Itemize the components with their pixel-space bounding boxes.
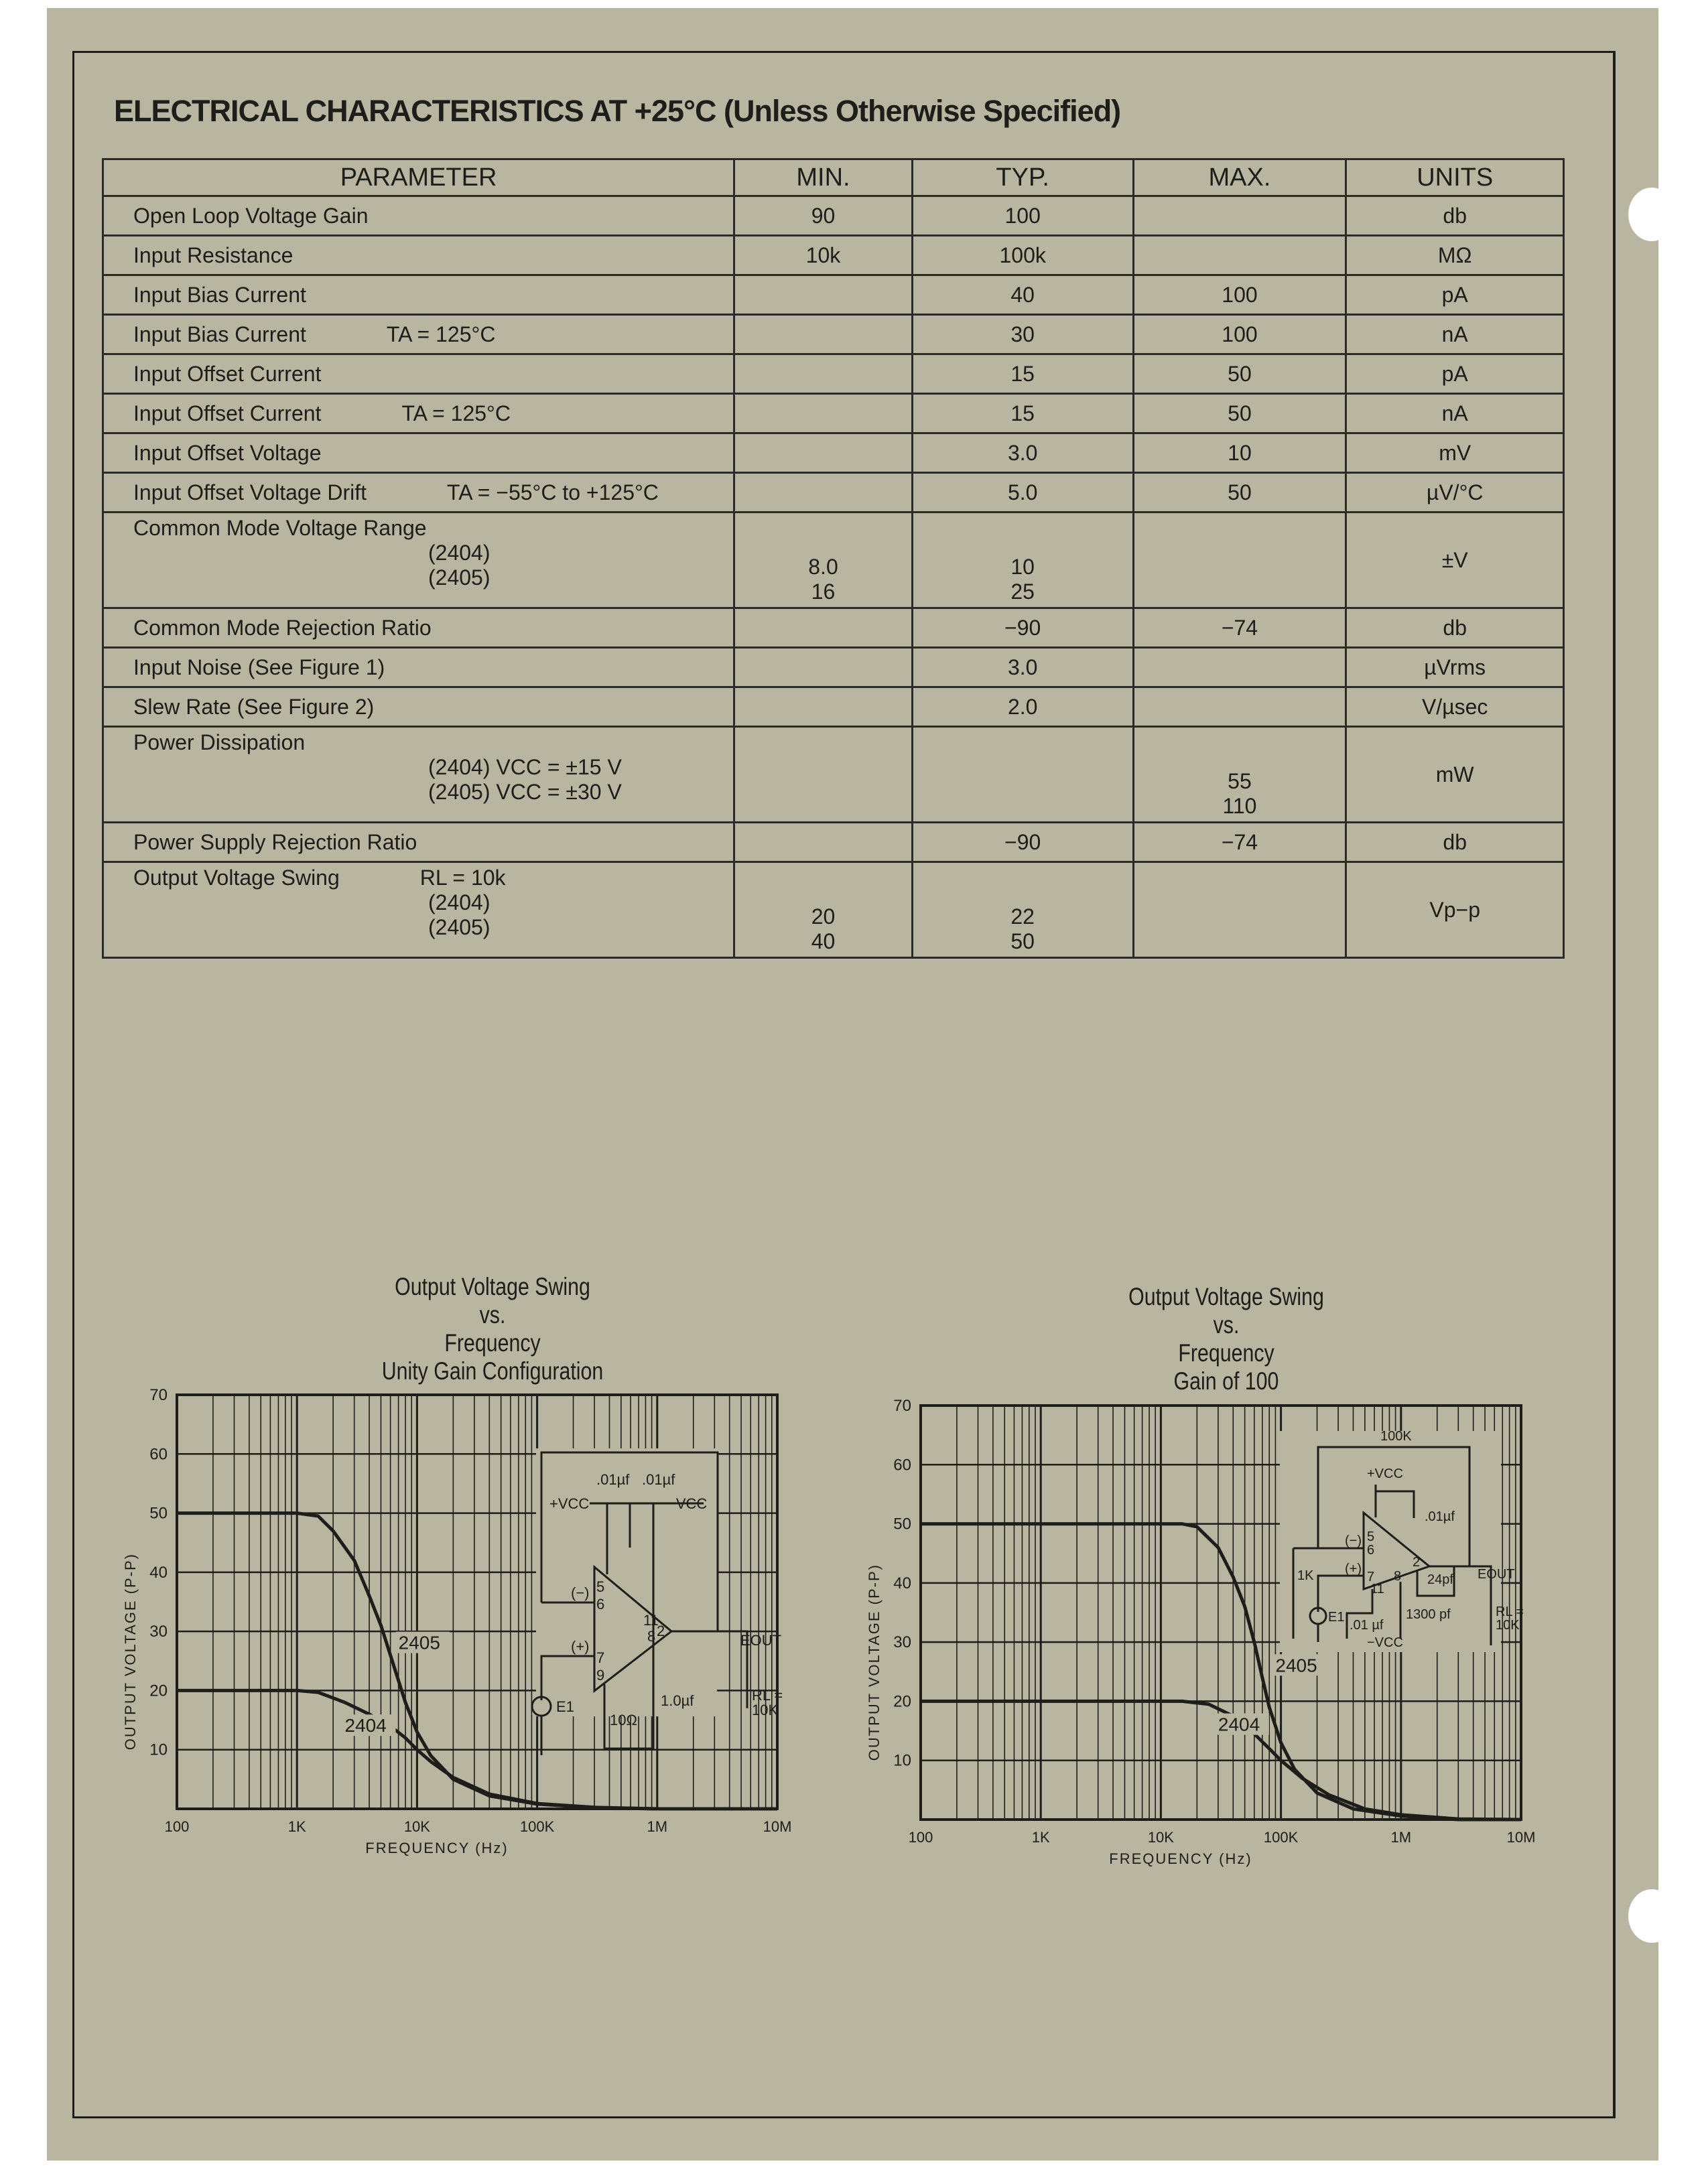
inset-label: 6: [596, 1596, 605, 1613]
parameter-name: Common Mode Rejection Ratio: [133, 615, 432, 640]
inset-label: 6: [1367, 1543, 1375, 1558]
max-cell: [1133, 513, 1346, 608]
chart-gain-100: [851, 1384, 1548, 1873]
series-label: 2404: [344, 1715, 387, 1736]
inset-label: 2: [657, 1623, 665, 1639]
parameter-name: Input Bias Current: [133, 322, 306, 346]
table-row: [103, 727, 1564, 823]
table-row: [103, 513, 1564, 608]
inset-label: +VCC: [1367, 1466, 1403, 1481]
parameter-condition: RL = 10k: [419, 866, 506, 890]
units-value: V/µsec: [1421, 694, 1488, 719]
x-tick-label: 10M: [763, 1818, 792, 1835]
max-cell: [1133, 196, 1346, 236]
units-value: nA: [1441, 322, 1468, 346]
max-value: 100: [1222, 282, 1258, 307]
parameter-cell: [103, 823, 734, 862]
inset-label: 1K: [1297, 1568, 1314, 1583]
max-cell: [1133, 433, 1346, 473]
min-cell: [734, 275, 913, 315]
max-cell: [1133, 608, 1346, 648]
table-row: [103, 687, 1564, 727]
table-row: [103, 608, 1564, 648]
typ-value: 15: [1010, 361, 1035, 386]
parameter-variant: (2405) VCC = ±30 V: [428, 780, 622, 804]
typ-value: 2.0: [1007, 694, 1038, 719]
units-cell: [1346, 433, 1564, 473]
column-header-parameter: PARAMETER: [103, 159, 734, 196]
inset-label: 2: [1413, 1555, 1421, 1570]
max-cell: [1133, 727, 1346, 823]
inset-label: 1300 pf: [1406, 1607, 1451, 1622]
inset-label: 5: [596, 1578, 605, 1595]
typ-value: 100k: [999, 243, 1046, 267]
inset-label: E1: [1328, 1610, 1345, 1625]
typ-cell: [912, 275, 1133, 315]
y-tick-label: 10: [149, 1741, 168, 1759]
typ-cell: [912, 433, 1133, 473]
min-cell: [734, 473, 913, 513]
typ-value: 50: [1010, 929, 1035, 953]
min-value: 8.0: [808, 555, 838, 579]
typ-cell: [912, 196, 1133, 236]
typ-cell: [912, 608, 1133, 648]
x-tick-label: 10K: [403, 1818, 430, 1835]
chart-title-line: Output Voltage Swing: [395, 1273, 590, 1300]
y-tick-label: 40: [893, 1574, 911, 1592]
y-tick-label: 20: [893, 1692, 911, 1711]
typ-cell: [912, 513, 1133, 608]
parameter-condition: TA = 125°C: [386, 322, 496, 346]
max-value: 110: [1222, 794, 1257, 818]
max-cell: [1133, 275, 1346, 315]
min-value: 10k: [805, 243, 841, 267]
inset-label: −VCC: [1367, 1635, 1403, 1650]
table-row: [103, 862, 1564, 958]
parameter-variant: (2405): [428, 565, 490, 590]
max-cell: [1133, 687, 1346, 727]
parameter-cell: [103, 648, 734, 687]
min-value: 16: [811, 579, 836, 604]
table-row: [103, 648, 1564, 687]
x-axis-label: FREQUENCY (Hz): [365, 1840, 509, 1856]
inset-label: 8: [1394, 1569, 1402, 1584]
y-tick-label: 50: [893, 1515, 911, 1533]
inset-label: E1: [556, 1698, 574, 1715]
units-cell: [1346, 513, 1564, 608]
parameter-name: Input Offset Voltage: [133, 440, 322, 465]
units-cell: [1346, 727, 1564, 823]
y-axis-label: OUTPUT VOLTAGE (P-P): [122, 1553, 139, 1751]
table-header-row: [103, 159, 1564, 196]
min-value: 90: [811, 203, 836, 228]
parameter-name: Common Mode Voltage Range: [133, 516, 427, 540]
y-tick-label: 40: [149, 1563, 168, 1582]
x-axis-label: FREQUENCY (Hz): [1109, 1850, 1252, 1867]
typ-cell: [912, 236, 1133, 275]
parameter-cell: [103, 687, 734, 727]
x-tick-label: 10K: [1147, 1829, 1174, 1846]
min-cell: [734, 236, 913, 275]
min-cell: [734, 687, 913, 727]
inset-label: RL =: [1496, 1605, 1524, 1619]
inset-label: 7: [596, 1649, 605, 1666]
max-value: 50: [1228, 401, 1252, 425]
parameter-cell: [103, 236, 734, 275]
chart-title-gain-100: [1034, 1283, 1419, 1395]
min-cell: [734, 196, 913, 236]
units-value: db: [1443, 615, 1467, 640]
y-tick-label: 10: [893, 1751, 911, 1770]
parameter-cell: [103, 394, 734, 433]
table-row: [103, 196, 1564, 236]
max-cell: [1133, 354, 1346, 394]
min-cell: [734, 354, 913, 394]
inset-label: 10K: [752, 1702, 779, 1718]
column-header-min: MIN.: [734, 159, 913, 196]
parameter-name: Slew Rate (See Figure 2): [133, 694, 375, 719]
parameter-cell: [103, 354, 734, 394]
units-cell: [1346, 687, 1564, 727]
parameter-condition: TA = −55°C to +125°C: [447, 480, 659, 504]
units-value: MΩ: [1437, 243, 1472, 267]
parameter-name: Input Offset Voltage Drift: [133, 480, 367, 504]
max-value: 55: [1228, 769, 1252, 793]
max-value: 50: [1228, 480, 1252, 504]
table-row: [103, 433, 1564, 473]
table-row: [103, 473, 1564, 513]
max-value: 50: [1228, 361, 1252, 386]
typ-cell: [912, 727, 1133, 823]
parameter-name: Output Voltage Swing: [133, 866, 340, 890]
chart-title-line: Unity Gain Configuration: [381, 1357, 604, 1385]
inset-label: 11: [1370, 1582, 1384, 1596]
inset-label: .01µf: [1425, 1509, 1455, 1524]
table-row: [103, 315, 1564, 354]
typ-value: 15: [1010, 401, 1035, 425]
page-title: ELECTRICAL CHARACTERISTICS AT +25°C (Unless Otherwise Specified): [114, 94, 1121, 128]
chart-title-unity-gain: [300, 1273, 685, 1385]
units-value: pA: [1441, 361, 1468, 386]
parameter-condition: TA = 125°C: [401, 401, 511, 425]
parameter-name: Power Supply Rejection Ratio: [133, 829, 417, 854]
y-axis-label: OUTPUT VOLTAGE (P-P): [866, 1564, 882, 1761]
inset-label: (+): [1345, 1562, 1362, 1576]
typ-cell: [912, 473, 1133, 513]
y-tick-label: 50: [149, 1504, 168, 1523]
units-value: mW: [1435, 762, 1474, 787]
column-header-units: UNITS: [1346, 159, 1564, 196]
min-cell: [734, 394, 913, 433]
binder-hole: [1628, 188, 1675, 241]
x-tick-label: 1K: [287, 1818, 306, 1835]
units-value: µVrms: [1424, 655, 1486, 679]
max-cell: [1133, 236, 1346, 275]
units-cell: [1346, 608, 1564, 648]
x-tick-label: 100K: [519, 1818, 555, 1835]
typ-cell: [912, 823, 1133, 862]
inset-label: (−): [571, 1584, 590, 1601]
chart-title-line: vs.: [479, 1301, 506, 1328]
units-value: Vp−p: [1429, 897, 1480, 922]
column-header-max: MAX.: [1133, 159, 1346, 196]
chart-unity-gain: [107, 1373, 804, 1862]
units-value: µV/°C: [1426, 480, 1484, 504]
inset-label: 8: [647, 1628, 656, 1645]
x-tick-label: 1K: [1031, 1829, 1050, 1846]
typ-value: 3.0: [1007, 655, 1038, 679]
max-value: 100: [1222, 322, 1258, 346]
min-cell: [734, 727, 913, 823]
min-cell: [734, 315, 913, 354]
units-cell: [1346, 473, 1564, 513]
max-cell: [1133, 823, 1346, 862]
typ-value: 40: [1010, 282, 1035, 307]
units-value: db: [1443, 829, 1467, 854]
min-cell: [734, 608, 913, 648]
inset-label: EOUT: [740, 1632, 782, 1649]
inset-label: 11: [643, 1612, 659, 1629]
inset-label: 9: [596, 1667, 605, 1684]
max-value: −74: [1221, 829, 1258, 854]
min-cell: [734, 433, 913, 473]
inset-label: (−): [1345, 1533, 1362, 1548]
max-cell: [1133, 648, 1346, 687]
parameter-cell: [103, 608, 734, 648]
table-row: [103, 394, 1564, 433]
max-cell: [1133, 315, 1346, 354]
typ-cell: [912, 315, 1133, 354]
typ-value: −90: [1004, 829, 1041, 854]
typ-value: 22: [1010, 904, 1035, 929]
units-value: mV: [1439, 440, 1471, 465]
table-row: [103, 236, 1564, 275]
inset-label: (+): [571, 1638, 590, 1655]
parameter-variant: (2404) VCC = ±15 V: [428, 755, 622, 779]
y-tick-label: 20: [149, 1682, 168, 1700]
parameter-name: Open Loop Voltage Gain: [133, 203, 369, 228]
typ-cell: [912, 394, 1133, 433]
parameter-cell: [103, 315, 734, 354]
parameter-cell: [103, 727, 734, 823]
units-cell: [1346, 648, 1564, 687]
chart-title-line: Frequency: [1178, 1339, 1274, 1367]
parameter-name: Input Noise (See Figure 1): [133, 655, 385, 679]
binder-hole: [1628, 1889, 1675, 1943]
inset-label: .01µf: [642, 1471, 675, 1488]
units-value: nA: [1441, 401, 1468, 425]
parameter-variant: (2405): [428, 915, 490, 939]
min-cell: [734, 823, 913, 862]
units-value: ±V: [1441, 547, 1468, 572]
units-cell: [1346, 236, 1564, 275]
parameter-cell: [103, 275, 734, 315]
parameter-cell: [103, 473, 734, 513]
min-cell: [734, 513, 913, 608]
max-value: 10: [1228, 440, 1252, 465]
chart-title-line: Gain of 100: [1173, 1367, 1279, 1395]
column-header-typ: TYP.: [912, 159, 1133, 196]
units-cell: [1346, 315, 1564, 354]
units-cell: [1346, 394, 1564, 433]
units-cell: [1346, 862, 1564, 958]
inset-label: 100K: [1380, 1429, 1412, 1444]
typ-value: 3.0: [1007, 440, 1038, 465]
y-tick-label: 30: [893, 1633, 911, 1652]
inset-label: 7: [1367, 1570, 1375, 1584]
parameter-variant: (2404): [428, 541, 490, 565]
parameter-name: Input Offset Current: [133, 361, 322, 386]
typ-cell: [912, 648, 1133, 687]
typ-value: −90: [1004, 615, 1041, 640]
typ-cell: [912, 687, 1133, 727]
inset-label: .01µf: [596, 1471, 630, 1488]
inset-label: EOUT: [1478, 1567, 1515, 1582]
y-tick-label: 60: [893, 1456, 911, 1475]
y-tick-label: 70: [149, 1386, 168, 1404]
y-tick-label: 60: [149, 1445, 168, 1464]
typ-value: 30: [1010, 322, 1035, 346]
inset-label: RL =: [752, 1687, 783, 1704]
typ-cell: [912, 354, 1133, 394]
units-cell: [1346, 823, 1564, 862]
circuit-inset-gain-100: [1280, 1431, 1501, 1652]
y-tick-label: 30: [149, 1623, 168, 1641]
y-tick-label: 70: [893, 1397, 911, 1415]
parameter-name: Input Bias Current: [133, 282, 306, 307]
max-cell: [1133, 862, 1346, 958]
chart-title-line: vs.: [1213, 1311, 1240, 1339]
units-cell: [1346, 354, 1564, 394]
chart-title-line: Output Voltage Swing: [1128, 1283, 1324, 1310]
parameter-cell: [103, 433, 734, 473]
inset-label: 10Ω: [610, 1712, 637, 1728]
typ-value: 25: [1010, 579, 1035, 604]
table-row: [103, 275, 1564, 315]
parameter-cell: [103, 513, 734, 608]
inset-label: 10K: [1496, 1618, 1520, 1633]
x-tick-label: 100: [908, 1829, 933, 1846]
max-value: −74: [1221, 615, 1258, 640]
min-value: 40: [811, 929, 836, 953]
units-value: pA: [1441, 282, 1468, 307]
x-tick-label: 1M: [647, 1818, 668, 1835]
parameter-cell: [103, 196, 734, 236]
min-cell: [734, 648, 913, 687]
inset-label: 5: [1367, 1529, 1375, 1544]
units-cell: [1346, 275, 1564, 315]
series-label: 2405: [398, 1632, 440, 1653]
max-cell: [1133, 473, 1346, 513]
series-label: 2404: [1218, 1714, 1260, 1735]
parameter-name: Input Resistance: [133, 243, 293, 267]
inset-label: −VCC: [667, 1495, 708, 1512]
inset-label: +VCC: [549, 1495, 590, 1512]
units-value: db: [1443, 203, 1467, 228]
electrical-characteristics-table: [102, 158, 1565, 959]
inset-label: 24pf: [1427, 1572, 1453, 1587]
min-cell: [734, 862, 913, 958]
typ-cell: [912, 862, 1133, 958]
max-cell: [1133, 394, 1346, 433]
units-cell: [1346, 196, 1564, 236]
x-tick-label: 100K: [1263, 1829, 1299, 1846]
x-tick-label: 10M: [1506, 1829, 1536, 1846]
inset-label: .01 µf: [1350, 1618, 1384, 1633]
table-row: [103, 354, 1564, 394]
table-row: [103, 823, 1564, 862]
parameter-cell: [103, 862, 734, 958]
parameter-name: Power Dissipation: [133, 730, 306, 754]
chart-title-line: Frequency: [444, 1329, 541, 1357]
series-label: 2405: [1275, 1655, 1317, 1676]
x-tick-label: 100: [164, 1818, 190, 1835]
typ-value: 5.0: [1007, 480, 1038, 504]
x-tick-label: 1M: [1390, 1829, 1412, 1846]
parameter-name: Input Offset Current: [133, 401, 322, 425]
parameter-variant: (2404): [428, 890, 490, 914]
inset-label: 1.0µf: [661, 1692, 694, 1709]
min-value: 20: [811, 904, 836, 929]
typ-value: 100: [1004, 203, 1041, 228]
typ-value: 10: [1010, 555, 1035, 579]
